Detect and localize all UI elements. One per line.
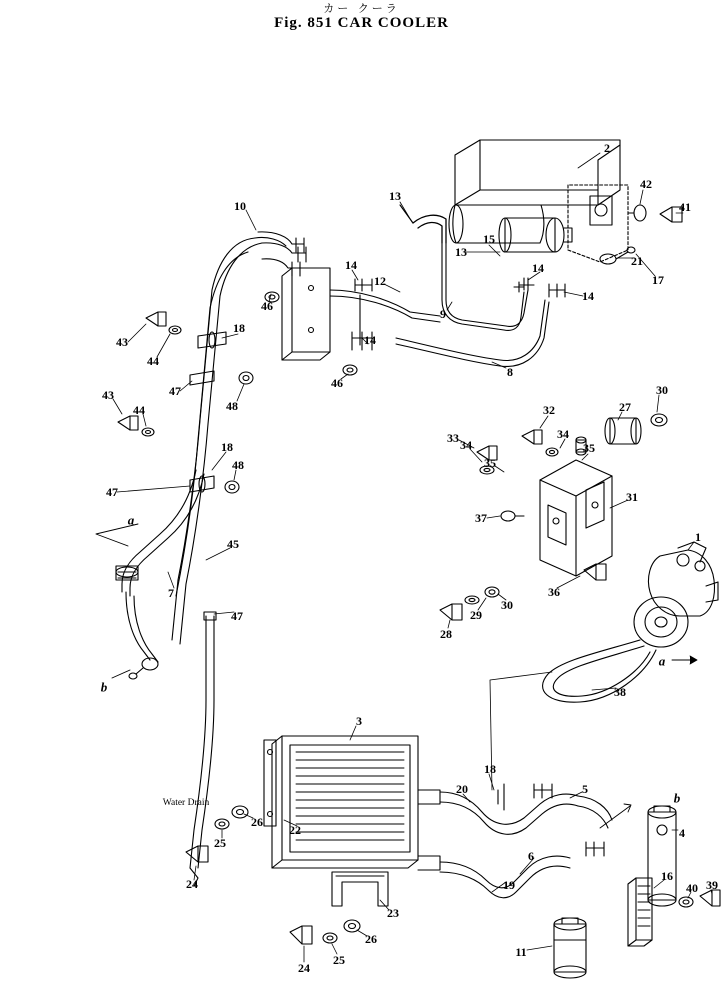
part-callout-14: 14 xyxy=(364,333,376,347)
part-callout-40: 40 xyxy=(686,881,698,895)
part-callout-33: 33 xyxy=(447,431,459,445)
part-callout-36: 36 xyxy=(548,585,560,599)
part-callout-27: 27 xyxy=(619,400,631,414)
part-callout-12: 12 xyxy=(374,274,386,288)
part-callout-47: 47 xyxy=(169,384,181,398)
part-callout-21: 21 xyxy=(631,254,643,268)
part-callout-31: 31 xyxy=(626,490,638,504)
part-callout-9: 9 xyxy=(440,307,446,321)
part-callout-24: 24 xyxy=(298,961,310,975)
part-callout-19: 19 xyxy=(503,878,515,892)
part-callout-38: 38 xyxy=(614,685,626,699)
part-callout-43: 43 xyxy=(116,335,128,349)
part-callout-29: 29 xyxy=(470,608,482,622)
part-callout-8: 8 xyxy=(507,365,513,379)
part-callout-7: 7 xyxy=(168,586,174,600)
part-callout-35: 35 xyxy=(484,456,496,470)
part-callout-43: 43 xyxy=(102,388,114,402)
part-callout-5: 5 xyxy=(582,782,588,796)
part-callout-26: 26 xyxy=(251,815,263,829)
part-callout-6: 6 xyxy=(528,849,534,863)
page-title: Fig. 851 CAR COOLER xyxy=(274,15,449,31)
part-callout-2: 2 xyxy=(604,141,610,155)
part-callout-47: 47 xyxy=(231,609,243,623)
part-callout-25: 25 xyxy=(214,836,226,850)
part-callout-20: 20 xyxy=(456,782,468,796)
part-callout-13: 13 xyxy=(389,189,401,203)
part-callout-30: 30 xyxy=(656,383,668,397)
part-callout-32: 32 xyxy=(543,403,555,417)
part-callout-44: 44 xyxy=(133,403,145,417)
section-letter-b: b xyxy=(673,790,681,806)
part-callout-14: 14 xyxy=(582,289,594,303)
part-callout-48: 48 xyxy=(226,399,238,413)
part-callout-37: 37 xyxy=(475,511,487,525)
part-callout-41: 41 xyxy=(679,200,691,214)
part-callout-28: 28 xyxy=(440,627,452,641)
part-callout-14: 14 xyxy=(345,258,357,272)
part-callout-4: 4 xyxy=(679,826,685,840)
part-callout-34: 34 xyxy=(460,438,472,452)
part-callout-48: 48 xyxy=(232,458,244,472)
part-callout-18: 18 xyxy=(233,321,245,335)
part-callout-42: 42 xyxy=(640,177,652,191)
part-callout-14: 14 xyxy=(532,261,544,275)
part-callout-24: 24 xyxy=(186,877,198,891)
part-callout-46: 46 xyxy=(261,299,273,313)
part-callout-22: 22 xyxy=(289,823,301,837)
part-callout-26: 26 xyxy=(365,932,377,946)
part-callout-25: 25 xyxy=(333,953,345,967)
diagram-note: Water Drain xyxy=(162,798,210,808)
page-title-japanese: カー クーラ xyxy=(323,2,400,15)
part-callout-15: 15 xyxy=(483,232,495,246)
part-callout-13: 13 xyxy=(455,245,467,259)
part-callout-3: 3 xyxy=(356,714,362,728)
part-callout-16: 16 xyxy=(661,869,673,883)
section-letter-b: b xyxy=(100,679,108,695)
part-callout-46: 46 xyxy=(331,376,343,390)
part-callout-47: 47 xyxy=(106,485,118,499)
part-callout-39: 39 xyxy=(706,878,718,892)
part-callout-18: 18 xyxy=(221,440,233,454)
part-callout-34: 34 xyxy=(557,427,569,441)
part-callout-45: 45 xyxy=(227,537,239,551)
part-callout-10: 10 xyxy=(234,199,246,213)
part-callout-44: 44 xyxy=(147,354,159,368)
part-callout-11: 11 xyxy=(515,945,527,959)
part-callout-17: 17 xyxy=(652,273,664,287)
part-callout-1: 1 xyxy=(695,530,701,544)
part-callout-30: 30 xyxy=(501,598,513,612)
section-letter-a: a xyxy=(658,653,666,669)
section-letter-a: a xyxy=(127,512,135,528)
part-callout-23: 23 xyxy=(387,906,399,920)
part-callout-18: 18 xyxy=(484,762,496,776)
part-callout-35: 35 xyxy=(583,441,595,455)
